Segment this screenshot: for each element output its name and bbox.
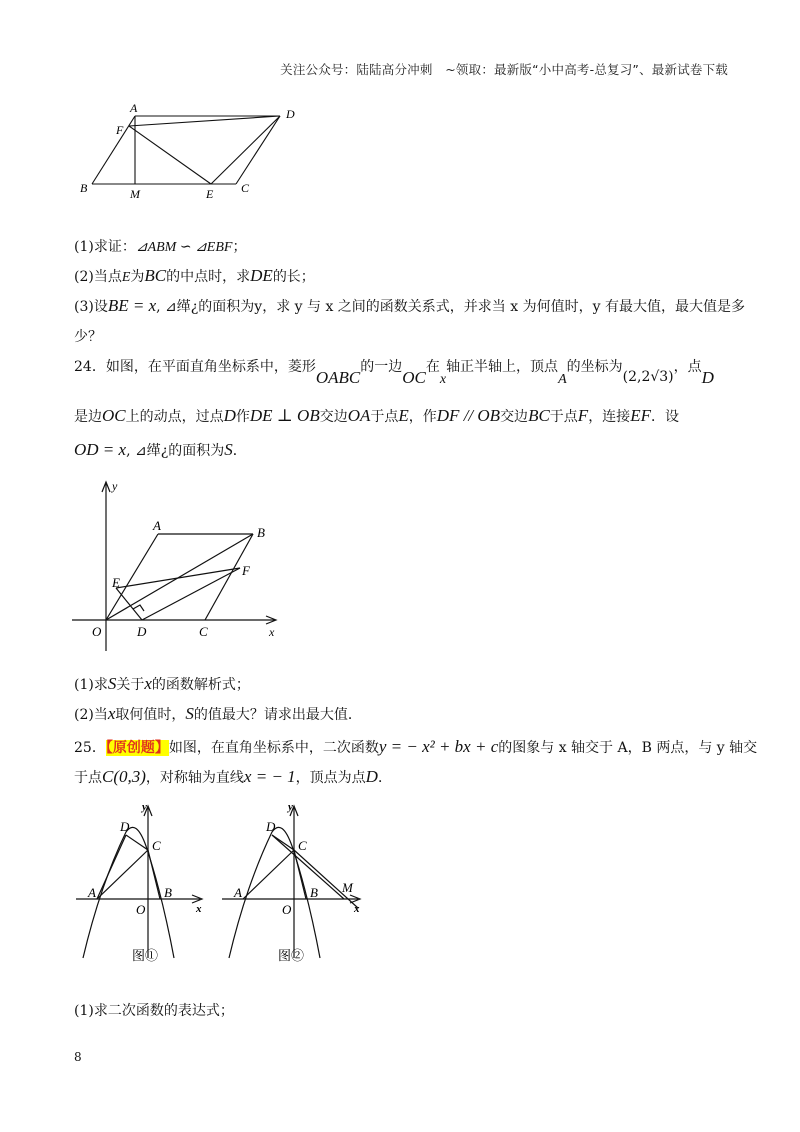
rhombus-figure xyxy=(70,476,290,656)
label-F: F xyxy=(116,123,124,137)
label-C: C xyxy=(241,181,250,195)
parallelogram-figure xyxy=(78,98,308,204)
label-A: A xyxy=(88,885,96,900)
q25-line1: 25．【原创题】如图，在直角坐标系中，二次函数y = − x² + bx + c的图象与 x 轴交于 A，B 两点，与 y 轴交 xyxy=(74,737,758,756)
parabola-figure-2 xyxy=(218,798,368,974)
label-M: M xyxy=(130,187,140,201)
label-C: C xyxy=(298,838,307,853)
label-y: y xyxy=(112,479,118,493)
original-badge: 【原创题】 xyxy=(105,740,169,756)
label-D: D xyxy=(286,107,295,121)
label-A: A xyxy=(153,518,161,533)
fig1-caption: 图① xyxy=(132,948,159,963)
q24-part2: (2)当x取何值时，S的值最大？请求出最大值． xyxy=(74,704,362,723)
label-B: B xyxy=(310,885,318,900)
page-header: 关注公众号：陆陆高分冲刺 ~领取：最新版“小中高考-总复习”、最新试卷下载 xyxy=(280,62,728,77)
label-C: C xyxy=(199,624,208,639)
q24-line2: 是边OC上的动点，过点D作DE ⊥ OB交边OA于点E，作DF // OB交边BC于点F，连接EF．设 xyxy=(74,406,679,425)
label-D: D xyxy=(266,819,276,834)
label-C: C xyxy=(152,838,161,853)
label-O: O xyxy=(92,624,102,639)
label-F: F xyxy=(242,563,250,578)
label-B: B xyxy=(164,885,172,900)
label-O: O xyxy=(282,902,292,917)
label-D: D xyxy=(137,624,147,639)
label-y: y xyxy=(288,801,293,813)
label-E: E xyxy=(206,187,214,201)
q24-line3: OD = x, ⊿缂¿的面积为S． xyxy=(74,440,247,459)
label-B: B xyxy=(257,525,265,540)
label-D: D xyxy=(120,819,130,834)
label-x: x xyxy=(196,903,202,915)
label-M: M xyxy=(342,880,353,895)
label-x: x xyxy=(354,903,360,915)
q25-line2: 于点C(0,3)，对称轴为直线x = − 1，顶点为点D． xyxy=(74,767,392,786)
q23-part1: (1)求证：⊿ABM ∽ ⊿EBF； xyxy=(74,239,247,255)
q25-part1: (1)求二次函数的表达式； xyxy=(74,1003,234,1019)
label-A: A xyxy=(234,885,242,900)
q23-part2: (2)当点E为BC的中点时，求DE的长； xyxy=(74,266,315,285)
label-x: x xyxy=(269,625,275,639)
label-O: O xyxy=(136,902,146,917)
parabola-figure-1 xyxy=(72,798,212,974)
q24-part1: (1)求S关于x的函数解析式； xyxy=(74,674,250,693)
label-E: E xyxy=(112,575,120,590)
label-y: y xyxy=(142,801,147,813)
q23-part3: (3)设BE = x, ⊿缂¿的面积为y，求 y 与 x 之间的函数关系式，并求当 x 为何值时，y 有最大值，最大值是多 xyxy=(74,296,745,315)
label-B: B xyxy=(80,181,88,195)
q24-line1: 24．如图，在平面直角坐标系中，菱形OABC的一边OC在x轴正半轴上，顶点A的坐标为(2,2√3)，点D xyxy=(74,359,714,387)
label-A: A xyxy=(130,101,138,115)
fig2-caption: 图② xyxy=(278,948,305,963)
q23-part3-cont: 少？ xyxy=(74,329,102,345)
page-number: 8 xyxy=(74,1050,82,1064)
